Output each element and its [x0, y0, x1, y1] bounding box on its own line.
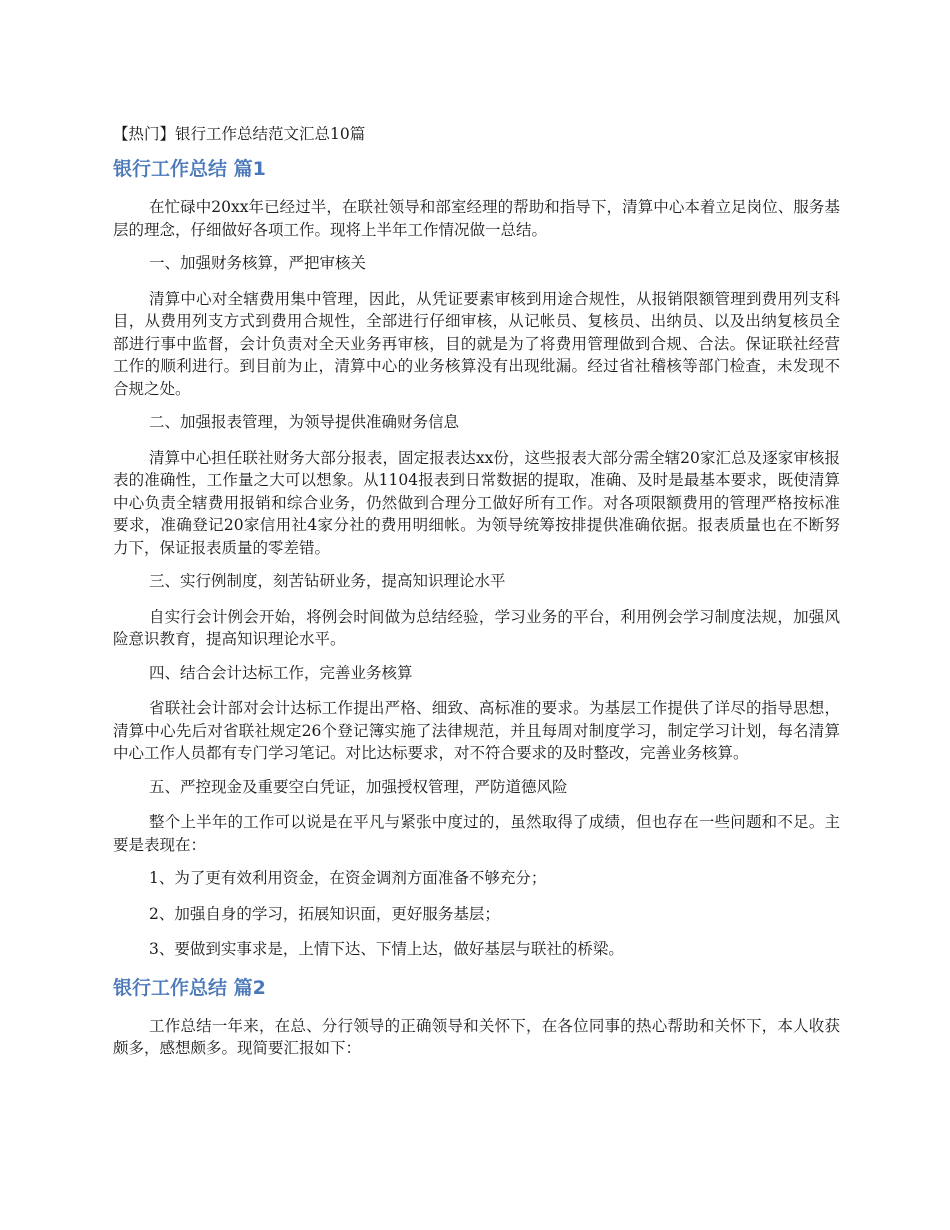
point4-title: 四、结合会计达标工作，完善业务核算 [149, 663, 413, 682]
section2-intro: 工作总结一年来，在总、分行领导的正确领导和关怀下，在各位同事的热心帮助和关怀下，本人收获颇多，感想颇多。现简要汇报如下： [113, 1016, 840, 1057]
point2-body: 清算中心担任联社财务大部分报表，固定报表达xx份，这些报表大部分需全辖20家汇总及逐家审核报表的准确性，工作量之大可以想象。从1104报表到日常数据的提取，准确、及时是最基本要求，既使清算中心负责全辖费用报销和综合业务，仍然做到合理分工做好所有工作。对各项限额费用的管理严格按标准要求，准确登记20家信用社4家分社的费用明细帐。为领导统筹按排提供准确依据。报表质量也在不断努力下，保证报表质量的零差错。 [113, 448, 840, 557]
section1-intro: 在忙碌中20xx年已经过半，在联社领导和部室经理的帮助和指导下，清算中心本着立足岗位、服务基层的理念，仔细做好各项工作。现将上半年工作情况做一总结。 [113, 198, 840, 239]
section-heading-1: 银行工作总结 篇1 [113, 158, 266, 180]
issue-item-1: 1、为了更有效利用资金，在资金调剂方面准备不够充分； [149, 869, 547, 887]
point3-title: 三、实行例制度，刻苦钻研业务，提高知识理论水平 [149, 572, 506, 590]
point5-body: 整个上半年的工作可以说是在平凡与紧张中度过的，虽然取得了成绩，但也存在一些问题和不足。主要是表现在： [113, 813, 840, 854]
point4-body: 省联社会计部对会计达标工作提出严格、细致、高标准的要求。为基层工作提供了详尽的指导思想，清算中心先后对省联社规定26个登记簿实施了法律规范，并且每周对制度学习，制定学习计划，每名清算中心工作人员都有专门学习笔记。对比达标要求，对不符合要求的及时整改，完善业务核算。 [113, 699, 840, 762]
point1-body: 清算中心对全辖费用集中管理，因此，从凭证要素审核到用途合规性，从报销限额管理到费用列支科目，从费用列支方式到费用合规性，全部进行仔细审核，从记帐员、复核员、出纳员、以及出纳复核员全部进行事中监督，会计负责对全天业务再审核，目的就是为了将费用管理做到合规、合法。保证联社经营工作的顺利进行。到目前为止，清算中心的业务核算没有出现纰漏。经过省社稽核等部门检查，未发现不合规之处。 [113, 289, 840, 398]
point2-title: 二、加强报表管理，为领导提供准确财务信息 [149, 413, 460, 431]
section-heading-2: 银行工作总结 篇2 [113, 976, 266, 999]
issue-item-2: 2、加强自身的学习，拓展知识面，更好服务基层； [149, 904, 500, 923]
point3-body: 自实行会计例会开始，将例会时间做为总结经验，学习业务的平台，利用例会学习制度法规，加强风险意识教育，提高知识理论水平。 [113, 607, 840, 648]
point5-title: 五、严控现金及重要空白凭证，加强授权管理，严防道德风险 [149, 777, 568, 796]
document-content [113, 122, 840, 1071]
issue-item-3: 3、要做到实事求是，上情下达、下情上达，做好基层与联社的桥梁。 [149, 940, 624, 958]
point1-title: 一、加强财务核算，严把审核关 [149, 254, 367, 272]
document-title: 【热门】银行工作总结范文汇总10篇 [113, 125, 366, 143]
